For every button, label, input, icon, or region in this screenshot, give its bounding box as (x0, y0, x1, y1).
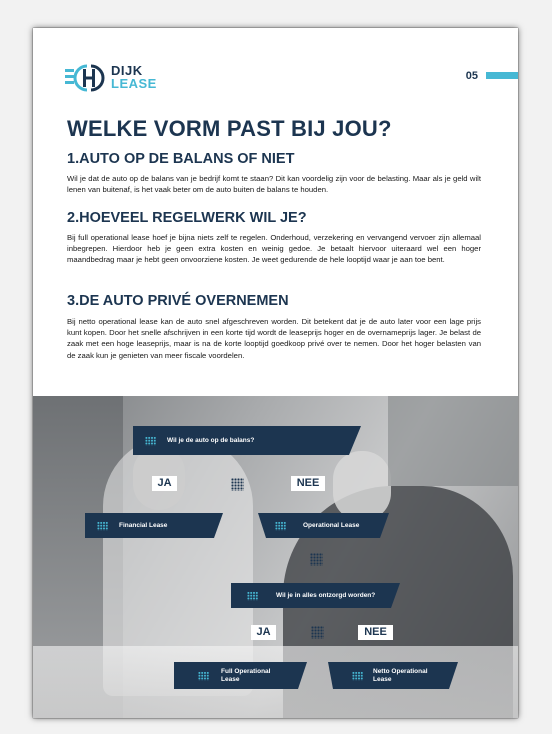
netto-operational-lease-label: Netto Operational Lease (373, 667, 428, 683)
dots-cross-icon (231, 478, 244, 491)
logo-text-dijk: DIJK (111, 63, 143, 78)
flowchart-shapes (33, 28, 518, 718)
dots-pattern-icon (97, 521, 108, 530)
dots-pattern-icon (198, 671, 209, 680)
section-1-heading: 1.AUTO OP DE BALANS OF NIET (67, 151, 295, 167)
netto-operational-lease-box (328, 662, 458, 689)
section-2-heading: 2.HOEVEEL REGELWERK WIL JE? (67, 210, 307, 226)
financial-lease-box (85, 513, 223, 538)
answer-no-2: NEE (358, 625, 393, 640)
answer-no-1: NEE (291, 476, 325, 491)
dots-pattern-icon (145, 436, 156, 445)
question-2-label: Wil je in alles ontzorgd worden? (276, 591, 376, 599)
full-operational-lease-box (174, 662, 307, 689)
section-2-text: Bij full operational lease hoef je bijna niets zelf te regelen. Onderhoud, verzekering en vervangend vervoer zijn allemaal inbegrepen. Hierdoor heb je geen extra kosten en weinig gedoe. Je betaalt hiervoor uiteraard wel een hoger maandbedrag maar je hebt geen onvoorziene kosten. Je weet gedurende de hele looptijd waar je aan toe bent. (67, 233, 481, 265)
section-1-text: Wil je dat de auto op de balans van je bedrijf komt te staan? Dit kan voordelig zijn voor de belasting. Maar als je geld wilt lenen van buitenaf, is het vaak beter om de auto buiten de balans te houden. (67, 174, 481, 195)
logo-text-lease: LEASE (111, 76, 157, 91)
operational-lease-label: Operational Lease (303, 521, 360, 529)
page-title: WELKE VORM PAST BIJ JOU? (67, 116, 392, 141)
answer-yes-1: JA (152, 476, 177, 491)
operational-lease-box (258, 513, 389, 538)
dots-pattern-icon (275, 521, 286, 530)
section-3-heading: 3.DE AUTO PRIVÉ OVERNEMEN (67, 293, 289, 309)
page-number: 05 (465, 70, 478, 82)
question-2-box (231, 583, 400, 608)
dots-pattern-icon (352, 671, 363, 680)
dots-pattern-icon (247, 591, 258, 600)
document-page (33, 28, 518, 718)
dots-cross-icon (311, 626, 324, 639)
answer-yes-2: JA (251, 625, 276, 640)
question-1-box (133, 426, 361, 455)
financial-lease-label: Financial Lease (119, 521, 168, 529)
full-operational-lease-label: Full Operational Lease (221, 667, 271, 683)
dots-cross-icon (310, 553, 323, 566)
section-3-text: Bij netto operational lease kan de auto snel afgeschreven worden. Dit betekent dat je de auto later voor een lage prijs kunt kopen. Door het snelle afschrijven in een korte tijd wordt de leaseprijs hoger en de overnameprijs lager. Je belast de zaak met een hoge leaseprijs, maar is na de korte looptijd goedkoop privé over te nemen. Door het hoger belasten van de zaak kun je genieten van meer fiscale voordelen. (67, 317, 481, 360)
question-1-label: Wil je de auto op de balans? (167, 436, 255, 444)
